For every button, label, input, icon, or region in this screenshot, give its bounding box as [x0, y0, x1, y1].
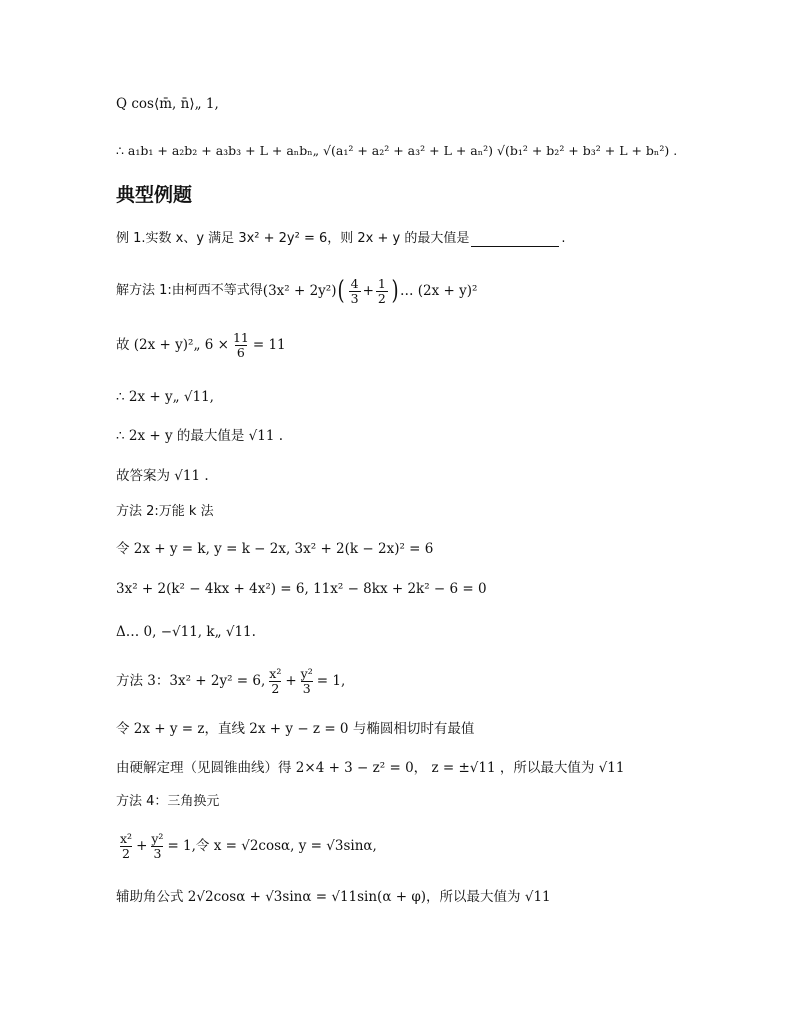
fraction-x2-2-b: $\frac{\text{x²}}{2}$: [120, 830, 133, 861]
fraction-y2-3-b: $\frac{\text{y²}}{3}$: [151, 830, 164, 861]
method-1-line: 解方法 1:由柯西不等式得 (3x² + 2y²) ( $\frac{4}{3}$ + $\frac{1}{2}$ ) … (2x + y)²: [116, 275, 478, 306]
max-value-line: ∴ 2x + y 的最大值是 √11 .: [116, 428, 284, 444]
fraction-x2-2: $\frac{\text{x²}}{2}$: [269, 665, 282, 696]
fraction-y2-3: $\frac{\text{y²}}{3}$: [300, 665, 313, 696]
method-4-line: $\frac{\text{x²}}{2}$ + $\frac{\text{y²}}{3}$ = 1,令 x = √2cosα, y = √3sinα,: [120, 830, 377, 861]
answer-blank: [471, 232, 559, 247]
method-4-step-2: 辅助角公式 2√2cosα + √3sinα = √11sin(α + φ)，所以最大值为 √11: [116, 889, 551, 905]
fraction-4-3: $\frac{4}{3}$: [350, 275, 359, 306]
method-3-step-3: 由硬解定理（见圆锥曲线）得 2×4 + 3 − z² = 0， z = ±√11 ，所以最大值为 √11: [116, 760, 625, 776]
fraction-1-2: $\frac{1}{2}$: [377, 275, 386, 306]
method-4-title: 方法 4：三角换元: [116, 794, 220, 809]
vector-cos-line: Q cos⟨m̄, n̄⟩„ 1,: [116, 96, 219, 112]
method-2-step-1: 令 2x + y = k, y = k − 2x, 3x² + 2(k − 2x)² = 6: [116, 541, 434, 557]
method-1-expr: (3x² + 2y²): [262, 283, 337, 299]
bound-line: ∴ 2x + y„ √11,: [116, 389, 214, 405]
method-1-prefix: 解方法 1:由柯西不等式得: [116, 283, 263, 298]
answer-line: 故答案为 √11 .: [116, 468, 209, 484]
method-1-tail: … (2x + y)²: [400, 283, 478, 299]
section-heading: 典型例题: [116, 184, 193, 206]
example-1-question: [116, 230, 565, 248]
therefore-line: 故 (2x + y)²„ 6 × $\frac{11}{6}$ = 11: [116, 329, 286, 360]
fraction-11-6: $\frac{11}{6}$: [232, 329, 249, 360]
method-2-step-3: Δ… 0, −√11, k„ √11.: [116, 624, 256, 640]
right-paren: ): [391, 276, 399, 306]
method-3-step-2: 令 2x + y = z，直线 2x + y − z = 0 与椭圆相切时有最值: [116, 721, 475, 737]
method-3-line: 方法 3：3x² + 2y² = 6, $\frac{\text{x²}}{2}$ + $\frac{\text{y²}}{3}$ = 1,: [116, 665, 346, 696]
example-1-text: 例 1.实数 x、y 满足 3x² + 2y² = 6，则 2x + y 的最大值是: [116, 231, 470, 246]
cauchy-inequality-line: ∴ a₁b₁ + a₂b₂ + a₃b₃ + L + aₙbₙ„ √(a₁² + a₂² + a₃² + L + aₙ²) √(b₁² + b₂² + b₃² + L + bₙ²) .: [116, 143, 678, 158]
left-paren: (: [337, 276, 346, 306]
method-2-title: 方法 2:万能 k 法: [116, 504, 214, 519]
example-1-period: .: [561, 231, 566, 246]
method-2-step-2: 3x² + 2(k² − 4kx + 4x²) = 6, 11x² − 8kx + 2k² − 6 = 0: [116, 581, 487, 597]
